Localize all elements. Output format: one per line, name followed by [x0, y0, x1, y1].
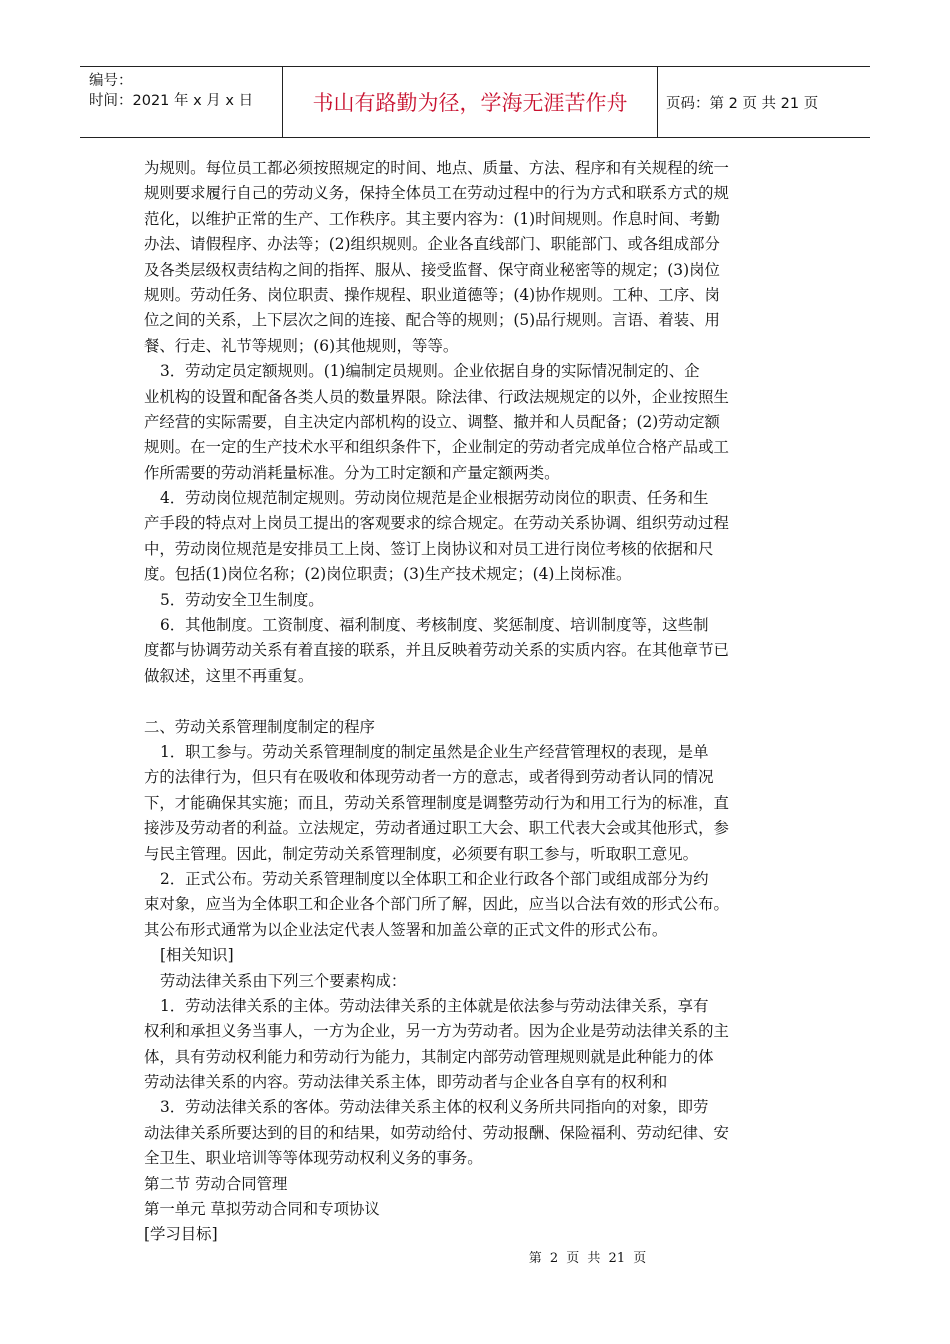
document-date: 时间：2021 年 x 月 x 日 [89, 93, 254, 109]
section-heading: 第一单元 草拟劳动合同和专项协议 [144, 1200, 380, 1219]
text-line: 接涉及劳动者的利益。立法规定，劳动者通过职工大会、职工代表大会或其他形式，参 [144, 819, 729, 838]
text-line: 权利和承担义务当事人，一方为企业，另一方为劳动者。因为企业是劳动法律关系的主 [144, 1022, 729, 1041]
text-line: 作所需要的劳动消耗量标准。分为工时定额和产量定额两类。 [144, 463, 560, 482]
text-line: 5．劳动安全卫生制度。 [160, 590, 324, 609]
document-body [144, 156, 794, 1248]
text-line: 束对象，应当为全体职工和企业各个部门所了解，因此，应当以合法有效的形式公布。 [144, 895, 729, 914]
text-line: 规则。在一定的生产技术水平和组织条件下，企业制定的劳动者完成单位合格产品或工 [144, 438, 729, 457]
text-line: 及各类层级权责结构之间的指挥、服从、接受监督、保守商业秘密等的规定；(3)岗位 [144, 260, 720, 279]
text-line: 度。包括(1)岗位名称；(2)岗位职责；(3)生产技术规定；(4)上岗标准。 [144, 565, 632, 584]
text-line: 动法律关系所要达到的目的和结果，如劳动给付、劳动报酬、保险福利、劳动纪律、安 [144, 1123, 729, 1142]
page-header [80, 66, 870, 138]
text-line: 规则。劳动任务、岗位职责、操作规程、职业道德等；(4)协作规则。工种、工序、岗 [144, 285, 720, 304]
text-line: 范化，以维护正常的生产、工作秩序。其主要内容为：(1)时间规则。作息时间、考勤 [144, 209, 720, 228]
section-heading: 二、劳动关系管理制度制定的程序 [144, 717, 375, 736]
text-line: 下，才能确保其实施；而且，劳动关系管理制度是调整劳动行为和用工行为的标准，直 [144, 793, 729, 812]
page-footer: 第 2 页 共 21 页 [528, 1251, 647, 1266]
text-line: 4．劳动岗位规范制定规则。劳动岗位规范是企业根据劳动岗位的职责、任务和生 [160, 489, 709, 508]
header-motto: 书山有路勤为径，学海无涯苦作舟 [283, 67, 658, 137]
text-line: 其公布形式通常为以企业法定代表人签署和加盖公章的正式文件的形式公布。 [144, 920, 668, 939]
text-line: 1．职工参与。劳动关系管理制度的制定虽然是企业生产经营管理权的表现，是单 [160, 742, 709, 761]
text-line: 体，具有劳动权利能力和劳动行为能力，其制定内部劳动管理规则就是此种能力的体 [144, 1047, 714, 1066]
text-line: 中，劳动岗位规范是安排员工上岗、签订上岗协议和对员工进行岗位考核的依据和尺 [144, 539, 714, 558]
text-line: 与民主管理。因此，制定劳动关系管理制度，必须要有职工参与，听取职工意见。 [144, 844, 699, 863]
text-line: 产经营的实际需要，自主决定内部机构的设立、调整、撤并和人员配备；(2)劳动定额 [144, 412, 720, 431]
text-line: 劳动法律关系的内容。劳动法律关系主体，即劳动者与企业各自享有的权利和 [144, 1073, 668, 1092]
text-line: 餐、行走、礼节等规则；(6)其他规则，等等。 [144, 336, 459, 355]
text-line: 劳动法律关系由下列三个要素构成： [160, 971, 407, 990]
text-line: 方的法律行为，但只有在吸收和体现劳动者一方的意志，或者得到劳动者认同的情况 [144, 768, 714, 787]
text-line: 全卫生、职业培训等等体现劳动权利义务的事务。 [144, 1149, 483, 1168]
header-page-info: 页码：第 2 页 共 21 页 [666, 95, 819, 112]
text-line: 3．劳动法律关系的客体。劳动法律关系主体的权利义务所共同指向的对象，即劳 [160, 1098, 709, 1117]
text-line: 规则要求履行自己的劳动义务，保持全体员工在劳动过程中的行为方式和联系方式的规 [144, 184, 729, 203]
text-line: [学习目标] [144, 1225, 218, 1244]
text-line: 1．劳动法律关系的主体。劳动法律关系的主体就是依法参与劳动法律关系，享有 [160, 996, 709, 1015]
text-line: 3．劳动定员定额规则。(1)编制定员规则。企业依据自身的实际情况制定的、企 [160, 362, 700, 381]
text-line: 做叙述，这里不再重复。 [144, 666, 314, 685]
text-line: 办法、请假程序、办法等；(2)组织规则。企业各直线部门、职能部门、或各组成部分 [144, 235, 720, 254]
text-line: 位之间的关系，上下层次之间的连接、配合等的规则；(5)品行规则。言语、着装、用 [144, 311, 720, 330]
header-meta [80, 67, 283, 137]
text-line: 产手段的特点对上岗员工提出的客观要求的综合规定。在劳动关系协调、组织劳动过程 [144, 514, 729, 533]
section-heading: 第二节 劳动合同管理 [144, 1174, 288, 1193]
text-line: 业机构的设置和配备各类人员的数量界限。除法律、行政法规规定的以外，企业按照生 [144, 387, 729, 406]
text-line: 2．正式公布。劳动关系管理制度以全体职工和企业行政各个部门或组成部分为约 [160, 869, 709, 888]
blank-line [144, 689, 794, 714]
text-line: 度都与协调劳动关系有着直接的联系，并且反映着劳动关系的实质内容。在其他章节已 [144, 641, 729, 660]
text-line: [相关知识] [160, 946, 234, 965]
document-number-label: 编号： [89, 73, 133, 89]
text-line: 6．其他制度。工资制度、福利制度、考核制度、奖惩制度、培训制度等，这些制 [160, 616, 709, 635]
text-line: 为规则。每位员工都必须按照规定的时间、地点、质量、方法、程序和有关规程的统一 [144, 159, 729, 177]
